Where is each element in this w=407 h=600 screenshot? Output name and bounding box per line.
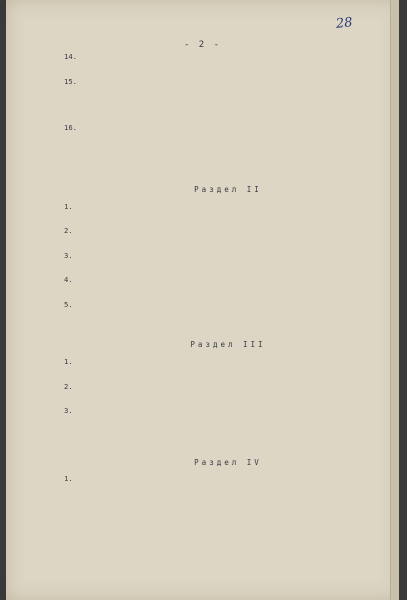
paragraph-line — [88, 251, 388, 262]
handwritten-page-number: 28 — [335, 15, 354, 32]
numbered-paragraph — [64, 299, 388, 332]
numbered-paragraph — [64, 52, 388, 74]
paragraph-line — [88, 155, 388, 166]
paragraph-line — [88, 322, 388, 333]
paragraph-number: 1. — [64, 357, 73, 367]
numbered-paragraph — [64, 357, 388, 379]
numbered-paragraph — [64, 381, 388, 404]
paragraph-line — [88, 496, 388, 507]
numbered-paragraph — [64, 406, 388, 449]
paragraph-number: 2. — [64, 381, 73, 391]
paragraph-line — [88, 109, 388, 120]
paragraph-line — [88, 98, 388, 109]
paragraph-number: 16. — [64, 122, 77, 132]
paragraph-line — [88, 368, 388, 379]
paragraph-number: 1. — [64, 474, 73, 484]
paragraph-line — [88, 528, 388, 539]
section-heading: Раздел III — [190, 340, 266, 350]
numbered-paragraph — [64, 275, 388, 297]
numbered-paragraph — [64, 76, 388, 120]
paragraph-line — [88, 439, 388, 450]
paragraph-line — [88, 357, 388, 368]
paragraph-line — [88, 417, 388, 428]
page-edge — [390, 0, 399, 600]
paragraph-number: 3. — [64, 250, 73, 260]
paragraph-line — [88, 77, 388, 88]
document-page — [6, 0, 399, 600]
paragraph-line — [88, 275, 388, 286]
paragraph-line — [88, 311, 388, 322]
paragraph-line — [88, 517, 388, 528]
paragraph-line — [88, 428, 388, 439]
paragraph-line — [88, 382, 388, 393]
paragraph-line — [88, 212, 388, 223]
paragraph-number: 4. — [64, 275, 73, 285]
paragraph-number: 2. — [64, 226, 73, 236]
paragraph-line — [88, 300, 388, 311]
paragraph-line — [88, 52, 388, 63]
paragraph-line — [88, 393, 388, 404]
numbered-paragraph — [64, 474, 388, 550]
paragraph-line — [88, 474, 388, 485]
paragraph-line — [88, 539, 388, 550]
document-body — [64, 52, 388, 553]
page-number: - 2 - — [183, 40, 222, 50]
paragraph-line — [88, 202, 388, 213]
numbered-paragraph — [64, 250, 388, 273]
paragraph-line — [88, 237, 388, 248]
paragraph-line — [88, 507, 388, 518]
paragraph-line — [88, 144, 388, 155]
paragraph-line — [88, 166, 388, 177]
paragraph-line — [88, 123, 388, 134]
paragraph-number: 14. — [64, 52, 77, 61]
paragraph-line — [88, 286, 388, 297]
numbered-paragraph — [64, 201, 388, 224]
paragraph-number: 3. — [64, 406, 73, 416]
paragraph-line — [88, 262, 388, 273]
numbered-paragraph — [64, 226, 388, 248]
numbered-paragraph — [64, 122, 388, 177]
paragraph-line — [88, 226, 388, 237]
section-heading: Раздел IV — [194, 457, 262, 467]
paragraph-number: 1. — [64, 201, 73, 211]
paragraph-line — [88, 406, 388, 417]
paragraph-line — [88, 134, 388, 145]
paragraph-number: 5. — [64, 299, 73, 309]
paragraph-line — [88, 87, 388, 98]
paragraph-line — [88, 485, 388, 496]
section-heading: Раздел II — [194, 184, 262, 194]
paragraph-line — [88, 63, 388, 74]
paragraph-number: 15. — [64, 76, 77, 86]
